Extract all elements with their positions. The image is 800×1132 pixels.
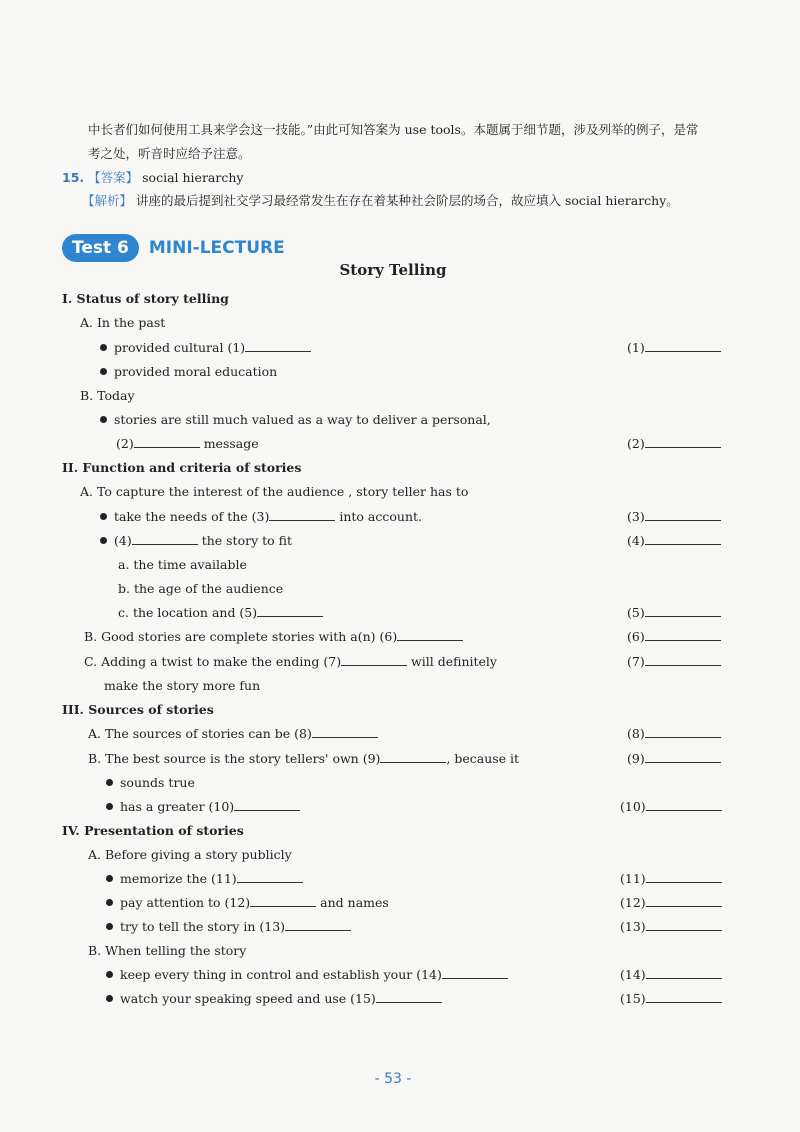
answer-slot-4: (4): [627, 531, 721, 551]
answer-slot-10: (10): [620, 797, 722, 817]
answer-line: [646, 918, 722, 931]
subsection-continuation: make the story more fun: [104, 678, 261, 693]
blank-line: [376, 990, 442, 1003]
answer-slot-3: (3): [627, 507, 721, 527]
answer-slot-2: (2): [627, 434, 721, 454]
test-badge: Test 6: [62, 234, 139, 262]
bullet-icon: [106, 899, 113, 906]
outline-item: take the needs of the (3) into account.: [100, 507, 422, 527]
blank-line: [341, 653, 407, 666]
answer-line: [646, 798, 722, 811]
answer-tag: 【答案】: [88, 170, 139, 185]
subsection: A. In the past: [80, 315, 166, 330]
blank-line: [285, 918, 351, 931]
blank-line: [269, 508, 335, 521]
answer-line: [645, 604, 721, 617]
blank-line: [132, 532, 198, 545]
blank-line: [250, 894, 316, 907]
blank-line: [442, 966, 508, 979]
q15-analysis-row: [82, 189, 679, 213]
answer-line: [646, 990, 722, 1003]
outline-item: sounds true: [106, 773, 195, 793]
bullet-icon: [100, 368, 107, 375]
bullet-icon: [106, 971, 113, 978]
answer-slot-15: (15): [620, 989, 722, 1009]
test-title: MINI-LECTURE: [148, 238, 285, 258]
blank-line: [237, 870, 303, 883]
analysis-text: 讲座的最后提到社交学习最经常发生在存在着某种社会阶层的场合，故应填入 social hierarchy。: [136, 193, 679, 208]
section-heading: I. Status of story telling: [62, 291, 229, 306]
previous-continuation-line1: 中长者们如何使用工具来学会这一技能。”由此可知答案为 use tools。本题属于细节题，涉及列举的例子，是常: [88, 122, 699, 137]
subsection: A. To capture the interest of the audience , story teller has to: [80, 484, 469, 499]
q15-number: 15.: [62, 170, 85, 185]
answer-line: [645, 532, 721, 545]
answer-slot-1: (1): [627, 338, 721, 358]
bullet-icon: [106, 923, 113, 930]
outline-item: memorize the (11): [106, 869, 303, 889]
outline-item: provided cultural (1): [100, 338, 311, 358]
test-header: [62, 234, 285, 262]
answer-line: [646, 870, 722, 883]
answer-line: [646, 894, 722, 907]
outline-item: try to tell the story in (13): [106, 917, 351, 937]
bullet-icon: [100, 416, 107, 423]
answer-text: social hierarchy: [142, 170, 244, 185]
outline-subitem: c. the location and (5): [118, 603, 323, 623]
bullet-icon: [106, 875, 113, 882]
answer-slot-11: (11): [620, 869, 722, 889]
outline-item: keep every thing in control and establish your (14): [106, 965, 508, 985]
previous-continuation-line2: 考之处，听音时应给予注意。: [88, 146, 251, 161]
outline-subitem: a. the time available: [118, 557, 247, 572]
blank-line: [245, 339, 311, 352]
answer-slot-5: (5): [627, 603, 721, 623]
blank-line: [312, 725, 378, 738]
subsection: A. Before giving a story publicly: [88, 847, 292, 862]
section-heading: II. Function and criteria of stories: [62, 460, 302, 475]
analysis-tag: 【解析】: [82, 193, 133, 208]
answer-slot-7: (7): [627, 652, 721, 672]
q15-answer-row: [62, 166, 243, 190]
outline-item: has a greater (10): [106, 797, 300, 817]
blank-line: [380, 750, 446, 763]
blank-line: [134, 435, 200, 448]
answer-slot-6: (6): [627, 627, 721, 647]
subsection: B. The best source is the story tellers' own (9) , because it: [88, 751, 520, 766]
answer-slot-9: (9): [627, 749, 721, 769]
answer-line: [645, 750, 721, 763]
bullet-icon: [100, 513, 107, 520]
answer-slot-14: (14): [620, 965, 722, 985]
subsection: B. Today: [80, 388, 135, 403]
outline-item: stories are still much valued as a way to deliver a personal,: [100, 410, 491, 430]
answer-line: [645, 508, 721, 521]
bullet-icon: [100, 344, 107, 351]
answer-slot-8: (8): [627, 724, 721, 744]
page-number: - 53 -: [374, 1071, 412, 1087]
answer-line: [646, 966, 722, 979]
blank-line: [234, 798, 300, 811]
outline-subitem: b. the age of the audience: [118, 581, 284, 596]
bullet-icon: [106, 995, 113, 1002]
answer-line: [645, 339, 721, 352]
subsection: B. Good stories are complete stories with a(n) (6): [84, 627, 463, 647]
outline-item: (4) the story to fit: [100, 531, 292, 551]
answer-line: [645, 653, 721, 666]
answer-line: [645, 435, 721, 448]
blank-line: [397, 628, 463, 641]
bullet-icon: [106, 803, 113, 810]
blank-line: [257, 604, 323, 617]
section-heading: III. Sources of stories: [62, 702, 214, 717]
subsection: C. Adding a twist to make the ending (7) will definitely: [84, 654, 497, 669]
answer-slot-12: (12): [620, 893, 722, 913]
answer-line: [645, 725, 721, 738]
outline-item: watch your speaking speed and use (15): [106, 989, 442, 1009]
bullet-icon: [100, 537, 107, 544]
bullet-icon: [106, 779, 113, 786]
outline-item: (2) message: [116, 436, 259, 451]
section-heading: IV. Presentation of stories: [62, 823, 244, 838]
answer-slot-13: (13): [620, 917, 722, 937]
outline-item: provided moral education: [100, 362, 277, 382]
subsection: B. When telling the story: [88, 943, 247, 958]
answer-line: [645, 628, 721, 641]
doc-title: Story Telling: [339, 261, 447, 279]
subsection: A. The sources of stories can be (8): [88, 724, 378, 744]
outline-item: pay attention to (12) and names: [106, 893, 389, 913]
